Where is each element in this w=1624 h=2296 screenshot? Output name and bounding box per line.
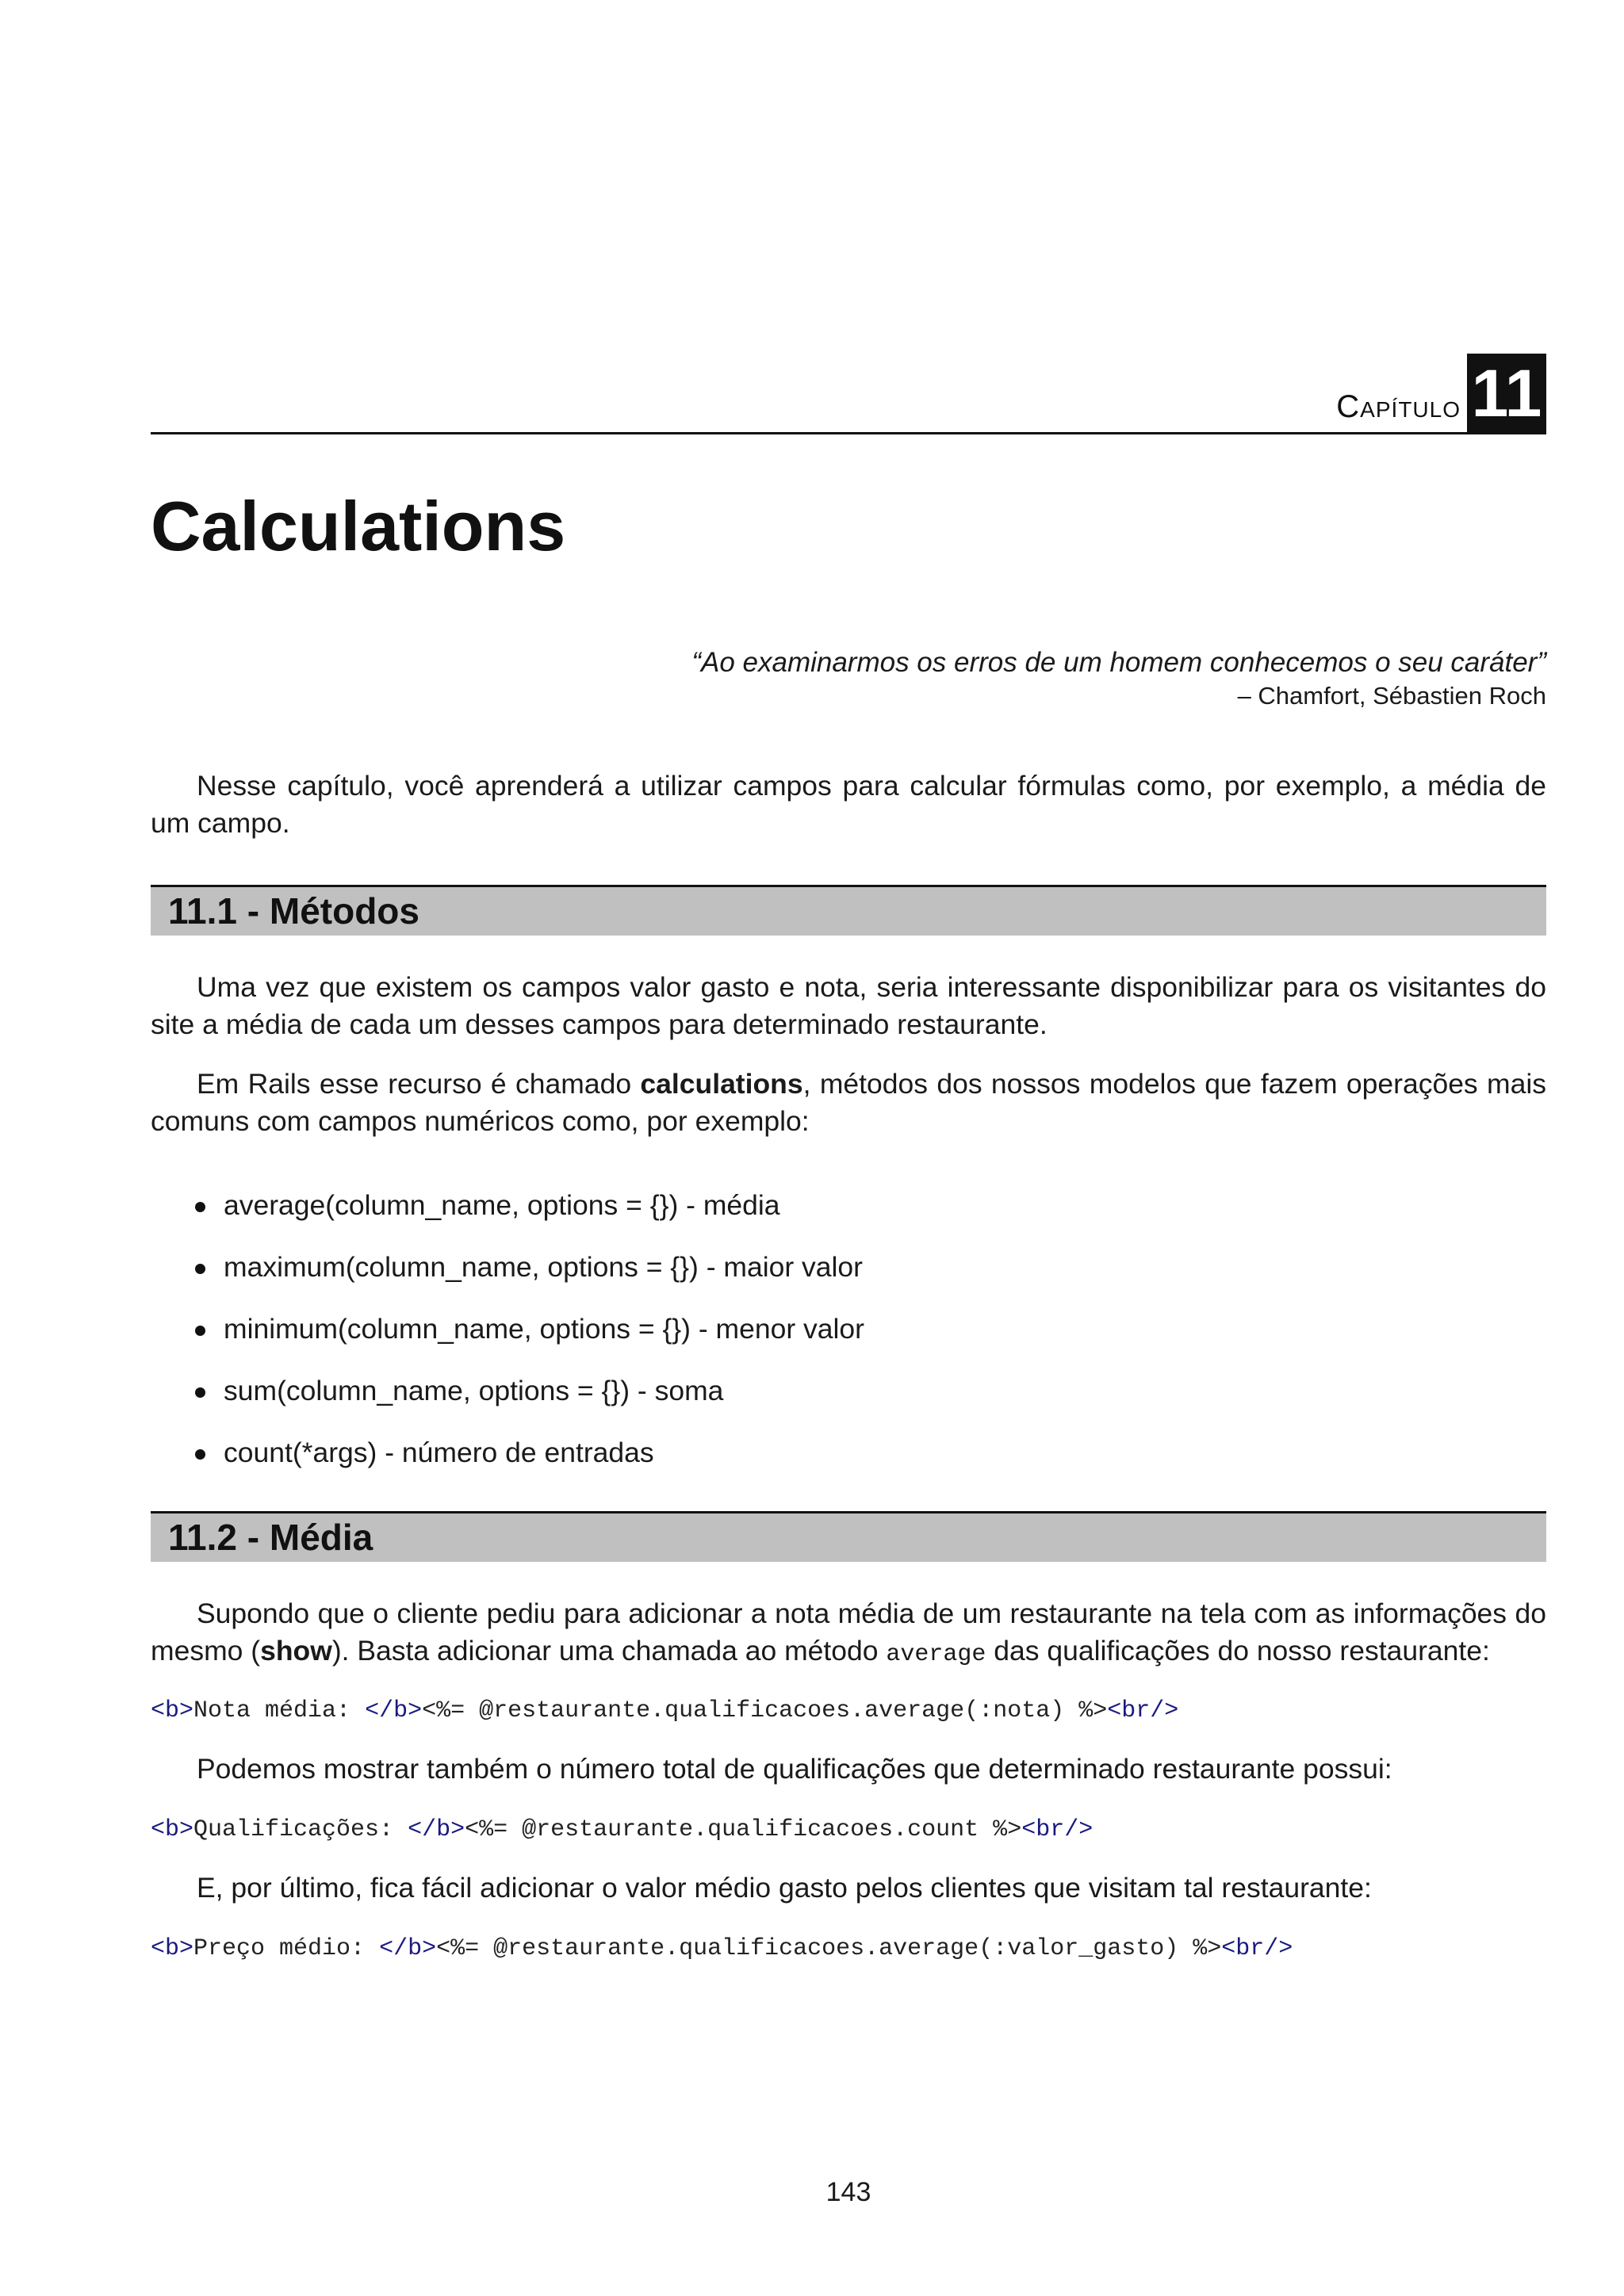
section-heading: 11.2 - Média: [168, 1517, 373, 1558]
calculations-term: calculations: [640, 1068, 803, 1100]
list-item: minimum(column_name, options = {}) - menor valor: [151, 1305, 864, 1367]
code-expression: <%= @restaurante.qualificacoes.average(:valor_gasto) %>: [436, 1935, 1222, 1962]
document-page: [151, 0, 1546, 2296]
code-tag: <br/>: [1221, 1935, 1293, 1962]
code-tag: <br/>: [1107, 1697, 1179, 1724]
section-header-metodos: [151, 885, 1546, 936]
inline-code: average: [886, 1641, 986, 1668]
code-line-qualificacoes: [151, 1814, 1093, 1846]
section1-paragraph-2: [151, 1066, 1546, 1140]
show-term: show: [260, 1635, 332, 1667]
list-item: maximum(column_name, options = {}) - maior valor: [151, 1243, 864, 1305]
methods-list: [151, 1181, 864, 1490]
code-tag: <b>: [151, 1816, 194, 1843]
text-span: , métodos dos nossos modelos que fazem operações mais comuns com campos numéricos como, por exemplo:: [151, 1068, 1546, 1137]
code-tag: </b>: [379, 1935, 437, 1962]
code-text: Preço médio:: [193, 1935, 380, 1962]
epigraph-text: “Ao examinarmos os erros de um homem conhecemos o seu caráter”: [691, 647, 1546, 678]
section-heading: 11.1 - Métodos: [168, 890, 419, 932]
list-item: count(*args) - número de entradas: [151, 1429, 864, 1490]
chapter-title: Calculations: [151, 487, 566, 565]
text-span: Em Rails esse recurso é chamado: [197, 1068, 641, 1100]
epigraph-author: – Chamfort, Sébastien Roch: [1237, 682, 1546, 710]
section2-paragraph-2: Podemos mostrar também o número total de qualificações que determinado restaurante possui:: [197, 1753, 1392, 1785]
chapter-number: 11: [1467, 354, 1546, 433]
text-span: Supondo que o cliente pediu para adicionar a nota média de um restaurante na tela com as informações do mesmo (: [151, 1598, 1546, 1667]
text-span: ). Basta adicionar uma chamada ao método: [331, 1635, 887, 1667]
code-tag: <br/>: [1021, 1816, 1094, 1843]
page-number: 143: [825, 2177, 871, 2207]
code-line-preco-medio: [151, 1933, 1293, 1965]
epigraph: [691, 645, 1546, 712]
section-header-media: [151, 1511, 1546, 1562]
code-expression: <%= @restaurante.qualificacoes.count %>: [465, 1816, 1022, 1843]
chapter-label: Capítulo: [1336, 389, 1461, 424]
code-line-nota-media: [151, 1695, 1178, 1727]
list-item: average(column_name, options = {}) - média: [151, 1181, 864, 1243]
chapter-header: [151, 354, 1546, 433]
header-rule: [151, 432, 1546, 434]
code-text: Qualificações:: [193, 1816, 408, 1843]
section1-paragraph-1: Uma vez que existem os campos valor gasto e nota, seria interessante disponibilizar para os visitantes do site a média de cada um desses campos para determinado restaurante.: [151, 971, 1546, 1040]
text-span: das qualificações do nosso restaurante:: [986, 1635, 1490, 1667]
code-tag: <b>: [151, 1697, 194, 1724]
code-tag: </b>: [365, 1697, 423, 1724]
code-expression: <%= @restaurante.qualificacoes.average(:nota) %>: [422, 1697, 1108, 1724]
list-item: sum(column_name, options = {}) - soma: [151, 1367, 864, 1429]
code-tag: </b>: [408, 1816, 465, 1843]
section2-paragraph-3: E, por último, fica fácil adicionar o valor médio gasto pelos clientes que visitam tal restaurante:: [197, 1872, 1372, 1904]
code-text: Nota média:: [193, 1697, 366, 1724]
intro-paragraph: Nesse capítulo, você aprenderá a utilizar campos para calcular fórmulas como, por exemplo, a média de um campo.: [151, 770, 1546, 839]
section2-paragraph-1: [151, 1595, 1546, 1674]
code-tag: <b>: [151, 1935, 194, 1962]
